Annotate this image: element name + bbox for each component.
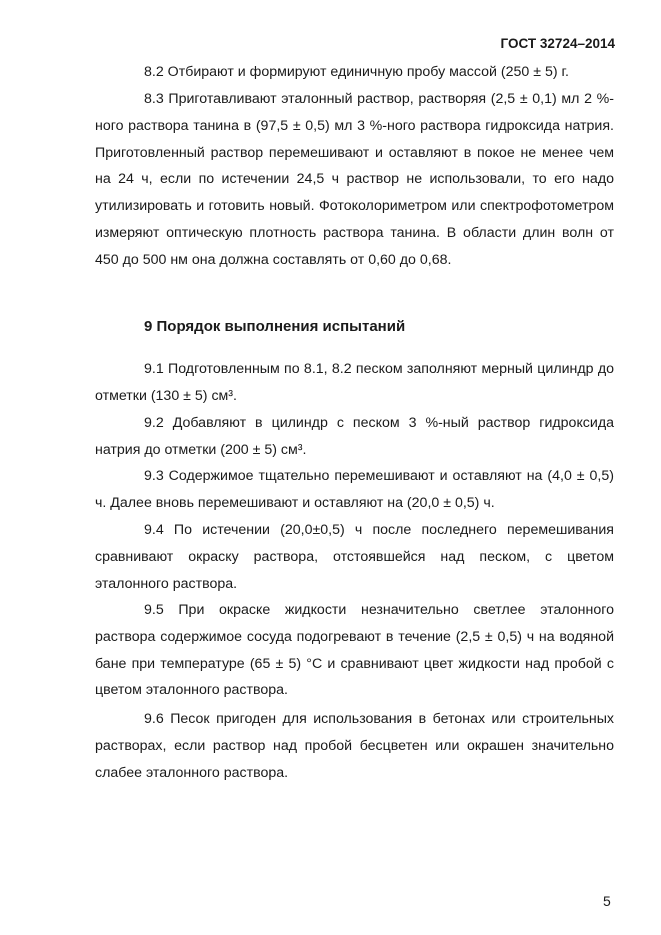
- paragraph-8-3: 8.3 Приготавливают эталонный раствор, растворяя (2,5 ± 0,1) мл 2 %-ного раствора танина в (97,5 ± 0,5) мл 3 %-ного раствора гидроксида натрия. Приготовленный раствор перемешивают и оставляют в покое не менее чем на 24 ч, если по истечении 24,5 ч раствор не использовали, то его надо утилизировать и готовить новый. Фотоколориметром или спектрофотометром измеряют оптическую плотность раствора танина. В области длин волн от 450 до 500 нм она должна составлять от 0,60 до 0,68.: [95, 91, 614, 268]
- page-number: 5: [603, 893, 611, 909]
- paragraph-9-4: 9.4 По истечении (20,0±0,5) ч после последнего перемешивания сравнивают окраску раствора, отстоявшейся над песком, с цветом эталонного раствора.: [95, 522, 614, 592]
- paragraph-9-6: 9.6 Песок пригоден для использования в бетонах или строительных растворах, если раствор над пробой бесцветен или окрашен значительно слабее эталонного раствора.: [95, 711, 614, 781]
- paragraph-9-1: 9.1 Подготовленным по 8.1, 8.2 песком заполняют мерный цилиндр до отметки (130 ± 5) см³.: [95, 361, 614, 404]
- paragraph-9-2: 9.2 Добавляют в цилиндр с песком 3 %-ный раствор гидроксида натрия до отметки (200 ± 5) см³.: [95, 415, 614, 458]
- document-header: ГОСТ 32724–2014: [500, 36, 615, 51]
- paragraph-9-5: 9.5 При окраске жидкости незначительно светлее эталонного раствора содержимое сосуда подогревают в течение (2,5 ± 0,5) ч на водяной бане при температуре (65 ± 5) °C и сравнивают цвет жидкости над пробой с цветом эталонного раствора.: [95, 602, 614, 699]
- paragraph-8-2: 8.2 Отбирают и формируют единичную пробу массой (250 ± 5) г.: [144, 64, 569, 80]
- section-heading-9: 9 Порядок выполнения испытаний: [144, 318, 406, 335]
- paragraph-9-3: 9.3 Содержимое тщательно перемешивают и оставляют на (4,0 ± 0,5) ч. Далее вновь перемешивают и оставляют на (20,0 ± 0,5) ч.: [95, 468, 614, 511]
